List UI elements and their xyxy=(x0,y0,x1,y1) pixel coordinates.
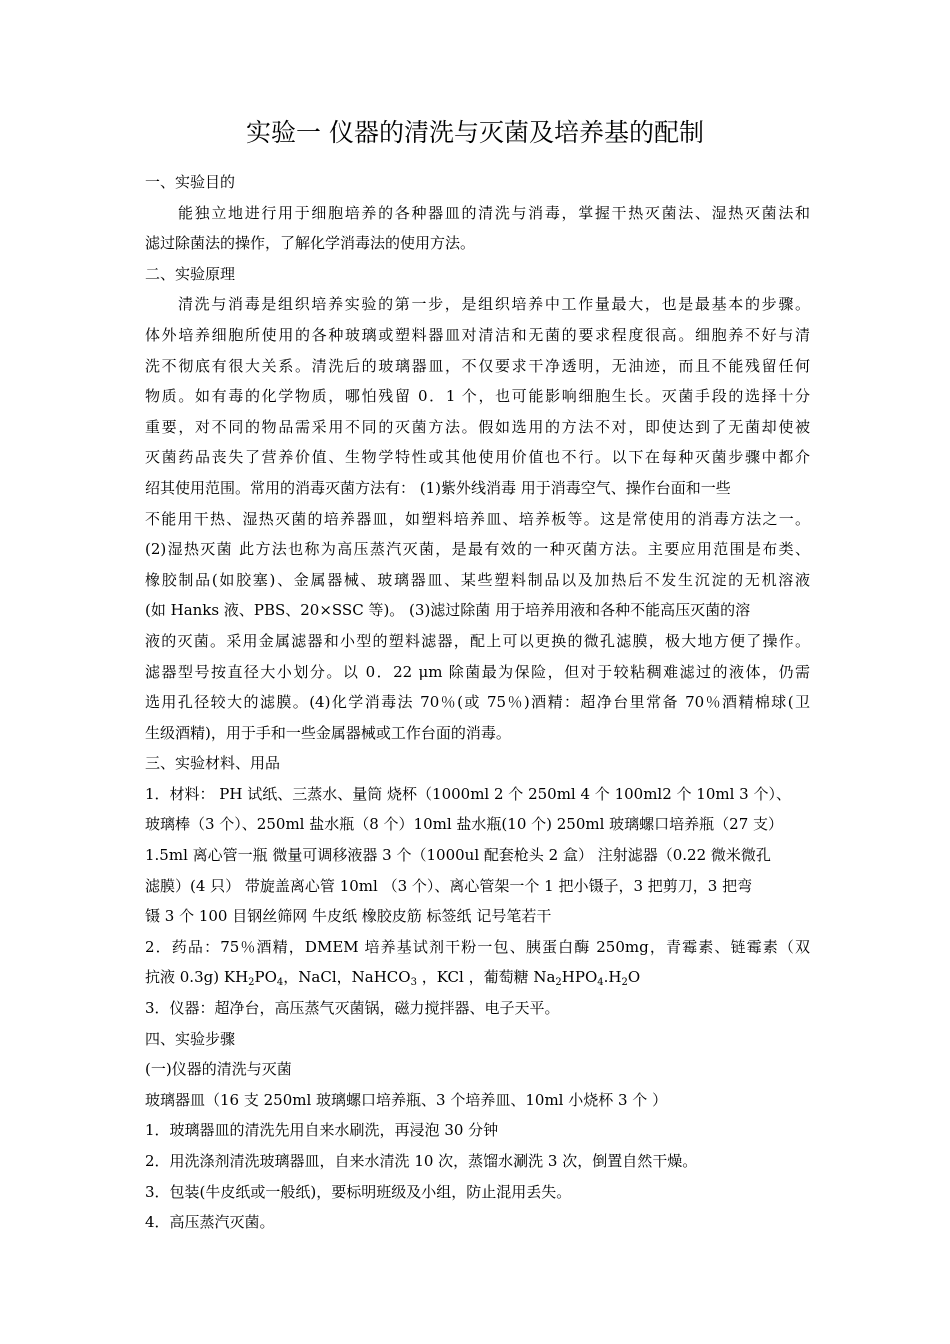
paragraph-line: (2)湿热灭菌 此方法也称为高压蒸汽灭菌，是最有效的一种灭菌方法。主要应用范围是布类、 xyxy=(145,540,810,559)
materials-line: 玻璃棒（3 个）、250ml 盐水瓶（8 个）10ml 盐水瓶(10 个) 250ml 玻璃螺口培养瓶（27 支） xyxy=(145,815,784,834)
formula-nahco3: NaHCO$_3$ xyxy=(351,968,417,989)
reagents-formula-line xyxy=(145,962,810,993)
materials-line: 镊 3 个 100 目钢丝筛网 牛皮纸 橡胶皮筋 标签纸 记号笔若干 xyxy=(145,907,552,926)
paragraph-line: 物质。如有毒的化学物质，哪怕残留 0．1 个，也可能影响细胞生长。灭菌手段的选择十分 xyxy=(145,387,810,406)
sub-heading-cleaning: (一)仪器的清洗与灭菌 xyxy=(145,1060,292,1079)
paragraph-line: 滤器型号按直径大小划分。以 0．22 μm 除菌最为保险，但对于较粘稠难滤过的液体，仍需 xyxy=(145,662,810,681)
reagents-line: 2．药品：75％酒精，DMEM 培养基试剂干粉一包、胰蛋白酶 250mg，青霉素、链霉素（双 xyxy=(145,937,810,956)
paragraph-line: 滤过除菌法的操作，了解化学消毒法的使用方法。 xyxy=(145,234,476,253)
document-title: 实验一 仪器的清洗与灭菌及培养基的配制 xyxy=(246,118,704,147)
step-item: 2．用洗涤剂清洗玻璃器皿，自来水清洗 10 次，蒸馏水涮洗 3 次，倒置自然干燥。 xyxy=(145,1152,698,1170)
document-body xyxy=(145,167,810,1238)
paragraph-line: 不能用干热、湿热灭菌的培养器皿，如塑料培养皿、培养板等。这是常使用的消毒方法之一。 xyxy=(145,509,810,528)
paragraph-line: 绍其使用范围。常用的消毒灭菌方法有： (1)紫外线消毒 用于消毒空气、操作台面和一些 xyxy=(145,478,731,497)
section-heading-purpose: 一、实验目的 xyxy=(145,173,236,191)
paragraph-line: 橡胶制品(如胶塞)、金属器械、玻璃器皿、某些塑料制品以及加热后不发生沉淀的无机溶液 xyxy=(145,570,810,589)
paragraph-line: 体外培养细胞所使用的各种玻璃或塑料器皿对清洁和无菌的要求程度很高。细胞养不好与清 xyxy=(145,325,810,344)
step-item: 3．包装(牛皮纸或一般纸)，要标明班级及小组，防止混用丢失。 xyxy=(145,1182,572,1201)
reagents-line-text: 抗液 0.3g) xyxy=(145,968,224,987)
materials-line: 1．材料： PH 试纸、三蒸水、量筒 烧杯（1000ml 2 个 250ml 4 个 100ml2 个 10ml 3 个）、 xyxy=(145,784,791,803)
step-item: 1．玻璃器皿的清洗先用自来水刷洗，再浸泡 30 分钟 xyxy=(145,1121,499,1140)
paragraph-line: 重要，对不同的物品需采用不同的灭菌方法。假如选用的方法不对，即使达到了无菌却使被 xyxy=(145,417,810,436)
formula-kh2po4: $KH_2PO_4$ xyxy=(223,968,284,989)
paragraph-line: (如 Hanks 液、PBS、20×SSC 等)。 (3)滤过除菌 用于培养用液和各种不能高压灭菌的溶 xyxy=(145,601,751,620)
section-heading-materials: 三、实验材料、用品 xyxy=(145,754,281,773)
paragraph-line: 洗不彻底有很大关系。清洗后的玻璃器皿，不仅要求干净透明，无油迹，而且不能残留任何 xyxy=(145,356,810,375)
section-heading-principle: 二、实验原理 xyxy=(145,264,236,283)
formula-nacl: ，NaCl， xyxy=(283,968,352,987)
paragraph-line: 液的灭菌。采用金属滤器和小型的塑料滤器，配上可以更换的微孔滤膜，极大地方便了操作。 xyxy=(145,631,810,650)
paragraph-line: 选用孔径较大的滤膜。(4)化学消毒法 70％(或 75％)酒精：超净台里常备 70％酒精棉球(卫 xyxy=(145,693,810,712)
step-item: 4．高压蒸汽灭菌。 xyxy=(145,1213,275,1232)
glassware-line: 玻璃器皿（16 支 250ml 玻璃螺口培养瓶、3 个培养皿、10ml 小烧杯 3 个 ） xyxy=(145,1090,668,1109)
materials-line: 滤膜）(4 只） 带旋盖离心管 10ml （3 个）、离心管架一个 1 把小镊子，3 把剪刀，3 把弯 xyxy=(145,876,753,895)
instruments-line: 3．仪器：超净台，高压蒸气灭菌锅，磁力搅拌器、电子天平。 xyxy=(145,999,560,1018)
materials-line: 1.5ml 离心管一瓶 微量可调移液器 3 个（1000ul 配套枪头 2 盒） 注射滤器（0.22 微米微孔 xyxy=(145,846,771,865)
section-heading-steps: 四、实验步骤 xyxy=(145,1029,236,1048)
formula-na2hpo4: $Na_2HPO_4.H_2O$ xyxy=(533,968,641,989)
paragraph-line: 能独立地进行用于细胞培养的各种器皿的清洗与消毒，掌握干热灭菌法、湿热灭菌法和 xyxy=(178,203,810,222)
paragraph-line: 生级酒精)，用于手和一些金属器械或工作台面的消毒。 xyxy=(145,723,511,742)
paragraph-line: 清洗与消毒是组织培养实验的第一步，是组织培养中工作量最大，也是最基本的步骤。 xyxy=(178,295,810,314)
paragraph-line: 灭菌药品丧失了营养价值、生物学特性或其他使用价值也不行。以下在每种灭菌步骤中都介 xyxy=(145,448,810,467)
formula-kcl: ，KCl ，葡萄糖 xyxy=(416,968,534,987)
